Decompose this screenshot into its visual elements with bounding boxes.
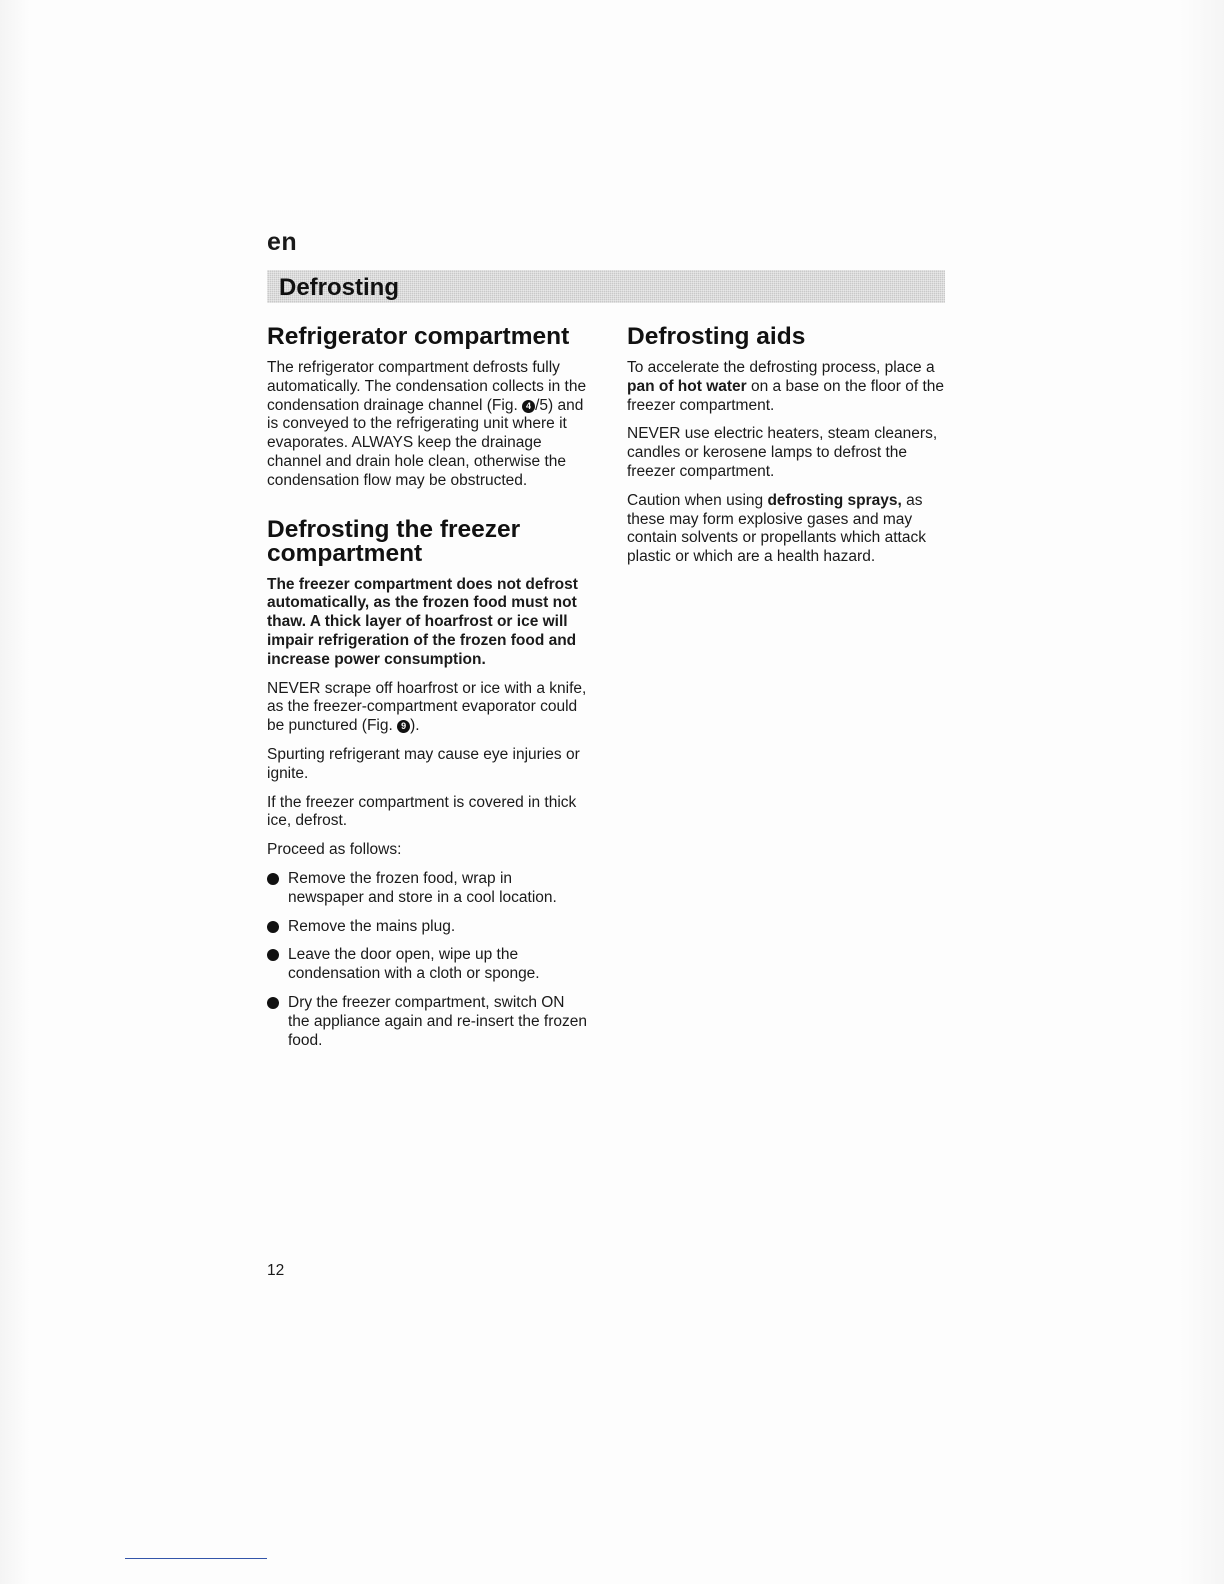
list-item <box>267 946 589 984</box>
spurting-paragraph: Spurting refrigerant may cause eye injuries or ignite. <box>267 745 580 782</box>
figure-number-icon: 4 <box>522 400 535 413</box>
section-banner <box>267 270 945 303</box>
refrigerator-paragraph <box>267 359 589 491</box>
left-column <box>267 325 589 1060</box>
step-text: Remove the frozen food, wrap in newspaper and store in a cool location. <box>288 869 557 906</box>
step-text: Leave the door open, wipe up the condensation with a cloth or sponge. <box>288 946 540 983</box>
bullet-icon <box>267 873 279 885</box>
figure-number-icon: 9 <box>397 720 410 733</box>
footer-rule <box>125 1558 267 1559</box>
language-code: en <box>267 228 298 256</box>
freezer-never-text-b: ). <box>410 717 420 735</box>
step-text: Remove the mains plug. <box>288 917 456 935</box>
aids-heading: Defrosting aids <box>627 323 806 350</box>
aids-text-b: on a base on the floor of the freezer compartment. <box>627 377 945 414</box>
right-column <box>627 325 949 577</box>
aids-caution-bold: defrosting sprays, <box>767 491 902 509</box>
refrigerator-text-a: The refrigerator compartment defrosts fully automatically. The condensation collects in the condensation drainage channel (Fig. <box>267 359 587 414</box>
bullet-icon <box>267 997 279 1009</box>
aids-paragraph-2: NEVER use electric heaters, steam cleaners, candles or kerosene lamps to defrost the freezer compartment. <box>627 425 938 480</box>
banner-title: Defrosting <box>279 274 399 301</box>
steps-list <box>267 870 589 1050</box>
aids-paragraph-3 <box>627 492 949 567</box>
bullet-icon <box>267 949 279 961</box>
list-item <box>267 994 589 1050</box>
proceed-paragraph: Proceed as follows: <box>267 841 402 859</box>
list-item <box>267 918 589 937</box>
aids-paragraph-1 <box>627 359 949 415</box>
aids-bold-text: pan of hot water <box>627 377 747 395</box>
refrigerator-text-b: /5) and is conveyed to the refrigerating unit where it evaporates. ALWAYS keep the drainage channel and drain hole clean, otherwise the condensation flow may be obstructed. <box>267 396 584 489</box>
page-number: 12 <box>267 1262 285 1279</box>
aids-text-a: To accelerate the defrosting process, place a <box>627 359 935 376</box>
step-text: Dry the freezer compartment, switch ON the appliance again and re-insert the frozen food. <box>288 993 588 1049</box>
thick-ice-paragraph: If the freezer compartment is covered in thick ice, defrost. <box>267 793 577 830</box>
bullet-icon <box>267 921 279 933</box>
aids-caution-text-b: as these may form explosive gases and may contain solvents or propellants which attack plastic or which are a health hazard. <box>627 491 926 566</box>
freezer-never-text-a: NEVER scrape off hoarfrost or ice with a knife, as the freezer-compartment evaporator could be punctured (Fig. <box>267 679 587 735</box>
freezer-heading: Defrosting the freezer compartment <box>267 515 521 567</box>
freezer-never-paragraph <box>267 680 589 736</box>
aids-caution-text-a: Caution when using <box>627 491 768 509</box>
freezer-intro: The freezer compartment does not defrost automatically, as the frozen food must not thaw. A thick layer of hoarfrost or ice will impair refrigeration of the frozen food and increase power consumption. <box>267 575 578 668</box>
refrigerator-heading: Refrigerator compartment <box>267 323 570 350</box>
list-item <box>267 870 589 908</box>
